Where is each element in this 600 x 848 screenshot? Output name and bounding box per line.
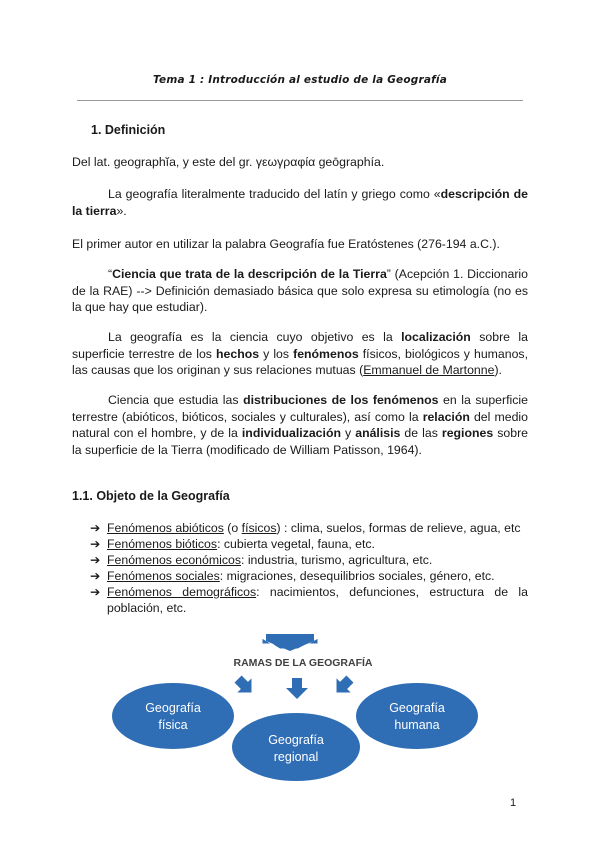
bold-run: distribuciones de los fenómenos	[243, 393, 439, 407]
page-number: 1	[510, 797, 517, 809]
branch-humana-ellipse	[355, 682, 479, 750]
branch-humana-label-1: Geografía	[389, 701, 445, 715]
text-run: ) : clima, suelos, formas de relieve, agua, etc	[276, 521, 521, 535]
bullet-list-objeto	[90, 520, 528, 616]
term: Fenómenos bióticos	[107, 537, 218, 551]
paragraph-literal-translation	[72, 186, 528, 219]
bold-run: fenómenos	[293, 346, 359, 361]
arrow-bullet-icon: ➔	[90, 553, 101, 567]
bold-run: regiones	[441, 426, 494, 441]
arrow-bullet-icon: ➔	[90, 537, 101, 551]
arrow-down-icon	[286, 678, 308, 699]
arrow-left-icon	[231, 672, 259, 700]
bold-run: análisis	[355, 426, 401, 441]
branch-fisica-label-1: Geografía	[145, 701, 201, 715]
branch-humana-label-2: humana	[394, 718, 440, 732]
text-run: : nacimientos, defunciones, estructura de la población, etc.	[107, 585, 528, 615]
text-run: La geografía literalmente traducido del latín y griego como «	[108, 187, 441, 201]
text-run: (o	[223, 521, 242, 535]
term: Fenómenos abióticos	[107, 521, 224, 535]
text-run: en la superficie terrestre (abióticos, bióticos, sociales y culturales), así como la	[72, 393, 528, 424]
arrow-right-icon	[329, 672, 357, 700]
text-run: Ciencia que estudia las	[108, 393, 244, 407]
paragraph-martonne-definition	[72, 329, 528, 379]
list-item	[90, 584, 528, 616]
arrow-bullet-icon: ➔	[90, 569, 101, 583]
section-heading-definicion: 1. Definición	[91, 123, 166, 137]
text-run: ).	[494, 363, 502, 378]
paragraph-first-author: El primer autor en utilizar la palabra Geografía fue Eratóstenes (276-194 a.C.).	[72, 237, 500, 251]
text-run: del medio natural con el hombre, y de la	[72, 409, 528, 441]
diagram-title: RAMAS DE LA GEOGRAFÍA	[233, 657, 373, 669]
branch-regional-label-2: regional	[273, 750, 319, 764]
bold-run: Ciencia que trata de la descripción de la Tierra	[112, 267, 387, 281]
document-header-title: Tema 1 : Introducción al estudio de la Geografía	[152, 74, 447, 86]
branch-fisica-ellipse	[111, 682, 235, 750]
arrow-bullet-icon: ➔	[90, 521, 101, 535]
text-run: de las	[400, 426, 442, 441]
branch-regional-ellipse	[231, 712, 361, 782]
text-run: físicos, biológicos y humanos, las causas que los originan y sus relaciones mutuas (	[72, 346, 528, 378]
text-run: sobre la superficie terrestre de los	[72, 330, 528, 361]
text-run: ” (Acepción 1. Diccionario de la RAE) --> Definición demasiado básica que solo expresa su etimología (no es la que hay que estudiar).	[72, 267, 528, 315]
paragraph-etymology: Del lat. geographĭa, y este del gr. γεωγραφία geōgraphía.	[72, 155, 385, 169]
bold-run: descripción de la tierra	[72, 187, 528, 218]
top-arrow-icon	[266, 634, 314, 651]
arrow-bullet-icon: ➔	[90, 585, 101, 599]
list-item	[90, 552, 528, 568]
branch-fisica-label-2: física	[158, 718, 188, 732]
text-run: La geografía es la ciencia cuyo objetivo es la	[108, 330, 402, 344]
text-run: y	[340, 426, 356, 441]
text-run: : migraciones, desequilibrios sociales, género, etc.	[219, 569, 495, 583]
branch-regional-label-1: Geografía	[268, 733, 324, 747]
bold-run: relación	[422, 409, 470, 424]
text-run: : cubierta vegetal, fauna, etc.	[217, 537, 375, 551]
text-run: sobre la superficie de la Tierra (modificado de William Patisson, 1964).	[72, 426, 529, 457]
header-divider	[77, 100, 523, 101]
list-item	[90, 520, 528, 536]
text-run: ».	[116, 203, 127, 218]
term: Fenómenos demográficos	[107, 585, 257, 599]
term: Fenómenos económicos	[107, 553, 241, 567]
text-run: “	[108, 267, 113, 281]
bold-run: localización	[401, 330, 471, 344]
section-heading-objeto: 1.1. Objeto de la Geografía	[72, 489, 230, 503]
term: físicos	[241, 521, 277, 535]
bold-run: hechos	[216, 346, 260, 361]
list-item	[90, 568, 528, 584]
bold-run: individualización	[241, 426, 341, 441]
underlined-author: Emmanuel de Martonne	[363, 363, 495, 378]
list-item	[90, 536, 528, 552]
paragraph-patisson-definition	[72, 392, 528, 458]
text-run: : industria, turismo, agricultura, etc.	[240, 553, 433, 567]
paragraph-rae-definition	[72, 266, 528, 316]
term: Fenómenos sociales	[107, 569, 220, 583]
text-run: y los	[259, 346, 294, 361]
